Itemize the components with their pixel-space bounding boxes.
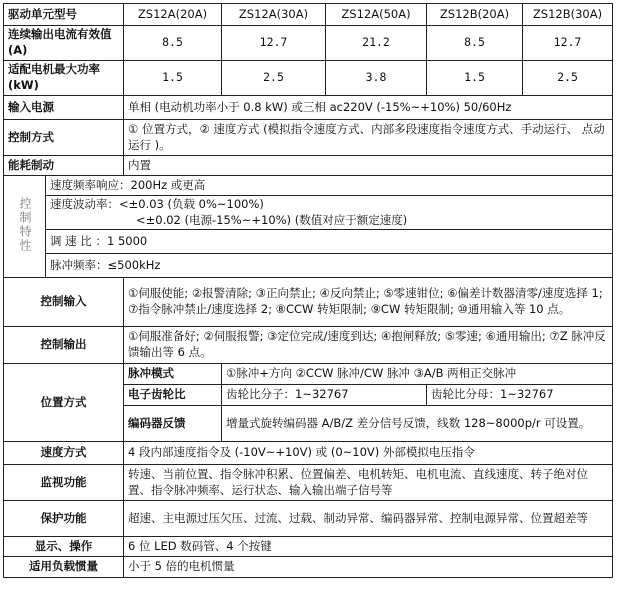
- control-characteristics-text: 控制特性: [18, 196, 32, 253]
- char-row-fluctuation: [4, 196, 613, 230]
- control-output-row: [4, 327, 613, 364]
- control-mode-label: 控制方式: [4, 120, 124, 156]
- monitoring-label: 监视功能: [4, 465, 124, 501]
- control-output-value: ①伺服准备好; ②伺服报警; ③定位完成/速度到达; ④抱闸释放; ⑤零速; ⑥通用输出; ⑦Z 脉冲反馈输出等 6 点。: [124, 327, 613, 364]
- model-label: 驱动单元型号: [4, 4, 124, 26]
- char-ratio-value: 调 速 比 ：1 5000: [46, 230, 613, 254]
- braking-value: 内置: [124, 156, 613, 176]
- char-response-value: 速度频率响应：200Hz 或更高: [46, 176, 613, 196]
- model-header-2: ZS12A(30A): [222, 4, 326, 26]
- char-row-ratio: [4, 230, 613, 254]
- encoder-value: 增量式旋转编码器 A/B/Z 差分信号反馈，线数 128~8000p/r 可设置。: [222, 406, 613, 442]
- control-input-label: 控制输入: [4, 278, 124, 327]
- protection-value: 超速、主电源过压欠压、过流、过载、制动异常、编码器异常、控制电源异常、位置超差等: [124, 501, 613, 537]
- protection-label: 保护功能: [4, 501, 124, 537]
- char-fluctuation-value2: <±0.02 (电源-15%~+10%) (数值对应于额定速度): [136, 212, 408, 227]
- motor-power-label: 适配电机最大功率 (kW): [4, 61, 124, 96]
- model-header-5: ZS12B(30A): [523, 4, 613, 26]
- motor-power-row: [4, 61, 613, 96]
- control-input-row: [4, 278, 613, 327]
- inertia-label: 适用负载惯量: [4, 557, 124, 578]
- braking-label: 能耗制动: [4, 156, 124, 176]
- inertia-value: 小于 5 倍的电机惯量: [124, 557, 613, 578]
- char-fluctuation-cell: [46, 196, 613, 230]
- model-header-3: ZS12A(50A): [326, 4, 427, 26]
- motor-power-4: 1.5: [427, 61, 523, 96]
- speed-mode-row: [4, 442, 613, 465]
- motor-power-1: 1.5: [124, 61, 222, 96]
- char-row-pulse: [4, 254, 613, 278]
- motor-power-2: 2.5: [222, 61, 326, 96]
- char-row-response: [4, 176, 613, 196]
- display-label: 显示、操作: [4, 537, 124, 557]
- inertia-row: [4, 557, 613, 578]
- monitoring-row: [4, 465, 613, 501]
- control-characteristics-label: [4, 176, 46, 278]
- rated-current-1: 8.5: [124, 26, 222, 61]
- pulse-mode-value: ①脉冲+方向 ②CCW 脉冲/CW 脉冲 ③A/B 两相正交脉冲: [222, 364, 613, 385]
- speed-mode-value: 4 段内部速度指令及 (-10V~+10V) 或 (0~10V) 外部模拟电压指令: [124, 442, 613, 465]
- motor-power-5: 2.5: [523, 61, 613, 96]
- control-mode-row: [4, 120, 613, 156]
- header-row: [4, 4, 613, 26]
- braking-row: [4, 156, 613, 176]
- rated-current-3: 21.2: [326, 26, 427, 61]
- gear-ratio-numerator: 齿轮比分子：1~32767: [222, 385, 427, 406]
- pulse-mode-label: 脉冲模式: [124, 364, 222, 385]
- rated-current-label: 连续输出电流有效值(A): [4, 26, 124, 61]
- monitoring-value: 转速、当前位置、指令脉冲积累、位置偏差、电机转矩、电机电流、直线速度、转子绝对位置、指令脉冲频率、运行状态、输入输出端子信号等: [124, 465, 613, 501]
- char-pulse-value: 脉冲频率：≤500kHz: [46, 254, 613, 278]
- gear-ratio-denominator: 齿轮比分母：1~32767: [427, 385, 613, 406]
- power-input-value: 单相 (电动机功率小于 0.8 kW) 或三相 ac220V (-15%~+10%) 50/60Hz: [124, 96, 613, 120]
- display-row: [4, 537, 613, 557]
- spec-table: [3, 3, 613, 578]
- protection-row: [4, 501, 613, 537]
- rated-current-5: 12.7: [523, 26, 613, 61]
- position-mode-label: 位置方式: [4, 364, 124, 442]
- control-output-label: 控制输出: [4, 327, 124, 364]
- power-input-row: [4, 96, 613, 120]
- rated-current-2: 12.7: [222, 26, 326, 61]
- char-fluctuation-value: 速度波动率：<±0.03 (负载 0%~100%): [50, 196, 264, 211]
- speed-mode-label: 速度方式: [4, 442, 124, 465]
- rated-current-row: [4, 26, 613, 61]
- motor-power-3: 3.8: [326, 61, 427, 96]
- control-input-value: ①伺服使能; ②报警清除; ③正向禁止; ④反向禁止; ⑤零速钳位; ⑥偏差计数器清零/速度选择 1; ⑦指令脉冲禁止/速度选择 2; ⑧CCW 转矩限制; ⑨CW 转矩限制; ⑩通用输入等 10 点。: [124, 278, 613, 327]
- gear-ratio-label: 电子齿轮比: [124, 385, 222, 406]
- position-pulse-row: [4, 364, 613, 385]
- model-header-1: ZS12A(20A): [124, 4, 222, 26]
- control-mode-value: ① 位置方式，② 速度方式 (模拟指令速度方式、内部多段速度指令速度方式、手动运行、 点动运行 )。: [124, 120, 613, 156]
- encoder-label: 编码器反馈: [124, 406, 222, 442]
- model-header-4: ZS12B(20A): [427, 4, 523, 26]
- display-value: 6 位 LED 数码管、4 个按键: [124, 537, 613, 557]
- power-input-label: 输入电源: [4, 96, 124, 120]
- rated-current-4: 8.5: [427, 26, 523, 61]
